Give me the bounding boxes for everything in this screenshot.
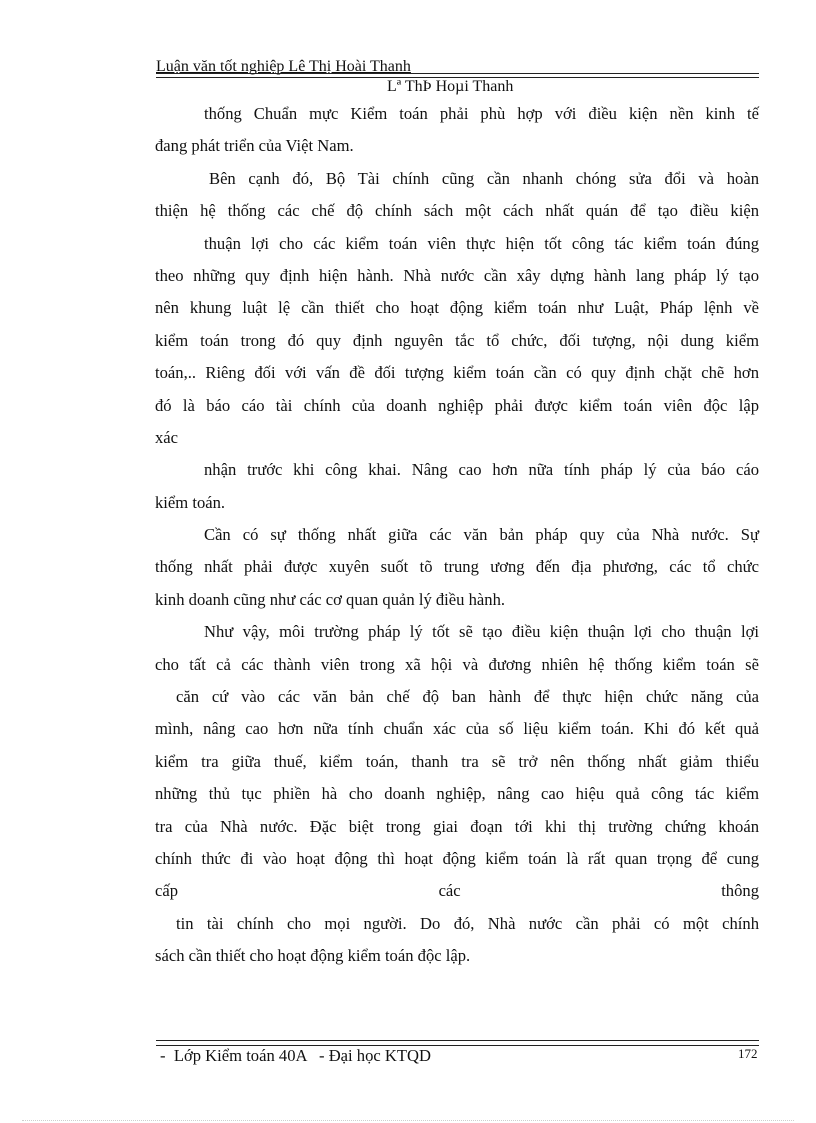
text-line: những thủ tục phiền hà cho doanh nghiệp, nâng cao hiệu quả công tác kiểm bbox=[155, 784, 759, 804]
text-line: căn cứ vào các văn bản chế độ ban hành để thực hiện chức năng của bbox=[176, 687, 759, 707]
page-number: 172 bbox=[738, 1046, 758, 1061]
text-line: đang phát triển của Việt Nam. bbox=[155, 136, 354, 156]
text-line: toán,.. Riêng đối với vấn đề đối tượng kiểm toán cần có quy định chặt chẽ hơn bbox=[155, 363, 759, 383]
text-line: đó là báo cáo tài chính của doanh nghiệp phải được kiểm toán viên độc lập bbox=[155, 395, 759, 415]
text-line: thống Chuẩn mực Kiểm toán phải phù hợp với điều kiện nền kinh tế bbox=[204, 104, 759, 123]
text-line: thiện hệ thống các chế độ chính sách một cách nhất quán để tạo điều kiện bbox=[155, 201, 759, 221]
text-line: kiểm tra giữa thuế, kiểm toán, thanh tra sẽ trở nên thống nhất giảm thiểu bbox=[155, 751, 759, 771]
text-line: Như vậy, môi trường pháp lý tốt sẽ tạo điều kiện thuận lợi cho thuận lợi bbox=[204, 622, 759, 642]
text-line: thống nhất phải được xuyên suốt tõ trung ương đến địa phương, các tổ chức bbox=[155, 557, 759, 577]
text-line: xác bbox=[155, 427, 179, 447]
text-line: kinh doanh cũng như các cơ quan quản lý điều hành. bbox=[155, 589, 506, 609]
header-subtitle: Lª ThÞ Hoµi Thanh bbox=[387, 78, 514, 95]
text-line: Bên cạnh đó, Bộ Tài chính cũng cần nhanh chóng sửa đổi và hoàn bbox=[209, 168, 759, 188]
footer-text: - Lớp Kiểm toán 40A - Đại học KTQD bbox=[160, 1046, 431, 1065]
text-line: tra của Nhà nước. Đặc biệt trong giai đoạn tới khi thị trường chứng khoán bbox=[155, 816, 759, 836]
text-line: mình, nâng cao hơn nữa tính chuẩn xác của số liệu kiểm toán. Khi đó kết quả bbox=[155, 719, 759, 739]
text-line: kiểm toán trong đó quy định nguyên tắc tổ chức, đối tượng, nội dung kiểm bbox=[155, 330, 759, 350]
header-title: Luận văn tốt nghiệp Lê Thị Hoài Thanh bbox=[156, 58, 411, 75]
body-text bbox=[155, 98, 759, 973]
page-bottom-border bbox=[22, 1120, 794, 1121]
text-line: theo những quy định hiện hành. Nhà nước cần xây dựng hành lang pháp lý tạo bbox=[155, 265, 759, 285]
text-line: nhận trước khi công khai. Nâng cao hơn nữa tính pháp lý của báo cáo bbox=[204, 460, 759, 480]
text-line: kiểm toán. bbox=[155, 492, 226, 512]
text-line: cho tất cả các thành viên trong xã hội và đương nhiên hệ thống kiểm toán sẽ bbox=[155, 654, 759, 674]
text-line: Cần có sự thống nhất giữa các văn bản pháp quy của Nhà nước. Sự bbox=[204, 525, 759, 545]
text-line: nên khung luật lệ cần thiết cho hoạt động kiểm toán như Luật, Pháp lệnh về bbox=[155, 298, 759, 318]
text-line: tin tài chính cho mọi người. Do đó, Nhà nước cần phải có một chính bbox=[176, 913, 759, 933]
text-line: thuận lợi cho các kiểm toán viên thực hiện tốt công tác kiểm toán đúng bbox=[204, 233, 759, 253]
text-line: sách cần thiết cho hoạt động kiểm toán độc lập. bbox=[155, 946, 471, 966]
text-line: chính thức đi vào hoạt động thì hoạt động kiểm toán là rất quan trọng để cung bbox=[155, 848, 759, 868]
text-line: cấp các thông bbox=[155, 881, 759, 901]
